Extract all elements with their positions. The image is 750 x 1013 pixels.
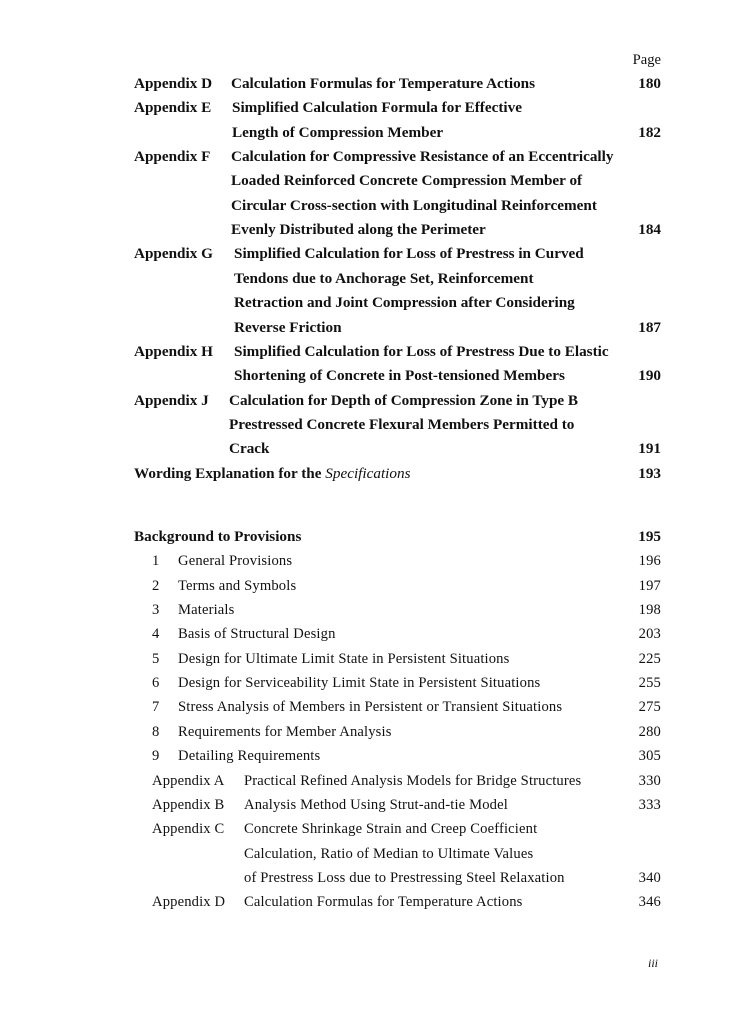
entry-title[interactable]: Retraction and Joint Compression after Considering [234, 294, 575, 312]
entry-title[interactable]: Shortening of Concrete in Post-tensioned Members [234, 367, 565, 385]
entry-title[interactable]: Simplified Calculation for Loss of Prestress Due to Elastic [234, 342, 609, 360]
chapter-number: 9 [152, 748, 160, 765]
appendix-label: Appendix J [134, 391, 209, 409]
chapter-number: 5 [152, 650, 160, 667]
toc-row [0, 647, 750, 671]
page-number: 198 [638, 602, 661, 619]
entry-title[interactable]: Calculation Formulas for Temperature Actions [244, 894, 523, 911]
entry-title[interactable]: Tendons due to Anchorage Set, Reinforcement [234, 269, 534, 287]
chapter-title[interactable]: Requirements for Member Analysis [178, 723, 392, 740]
entry-title[interactable]: of Prestress Loss due to Prestressing Steel Relaxation [244, 869, 565, 886]
entry-title[interactable]: Calculation, Ratio of Median to Ultimate Values [244, 845, 534, 862]
chapter-title[interactable]: Detailing Requirements [178, 748, 321, 765]
page-number: 330 [638, 772, 661, 789]
toc-row [0, 525, 750, 549]
toc-row [0, 413, 750, 437]
wording-explanation-link[interactable] [134, 462, 411, 486]
page-number: 196 [638, 553, 661, 570]
toc-row [0, 842, 750, 866]
entry-title[interactable]: Simplified Calculation Formula for Effective [232, 99, 522, 117]
page-number: 182 [638, 123, 661, 141]
entry-title[interactable]: Analysis Method Using Strut-and-tie Model [244, 796, 508, 813]
toc-row [0, 194, 750, 218]
toc-row [0, 769, 750, 793]
appendix-label: Appendix G [134, 245, 213, 263]
toc-row [0, 340, 750, 364]
page-number: 180 [638, 75, 661, 92]
appendix-label: Appendix A [152, 772, 225, 789]
entry-title[interactable]: Concrete Shrinkage Strain and Creep Coefficient [244, 821, 538, 838]
chapter-title[interactable]: Stress Analysis of Members in Persistent or Transient Situations [178, 699, 563, 716]
entry-title[interactable]: Calculation for Compressive Resistance of an Eccentrically [231, 148, 614, 166]
appendix-label: Appendix C [152, 821, 225, 838]
page-number: 225 [638, 650, 661, 667]
toc-row [0, 218, 750, 242]
toc-row [0, 389, 750, 413]
chapter-number: 1 [152, 553, 160, 570]
entry-title[interactable]: Loaded Reinforced Concrete Compression Member of [231, 172, 583, 190]
entry-title[interactable]: Evenly Distributed along the Perimeter [231, 221, 486, 239]
toc-row [0, 291, 750, 315]
appendix-label: Appendix H [134, 342, 213, 360]
chapter-title[interactable]: Design for Serviceability Limit State in Persistent Situations [178, 675, 541, 692]
toc-row [0, 549, 750, 573]
toc-row [0, 817, 750, 841]
entry-title[interactable]: Prestressed Concrete Flexural Members Permitted to [229, 415, 575, 433]
appendix-label: Appendix D [134, 75, 213, 92]
page-number: 255 [638, 675, 661, 692]
toc-row [0, 316, 750, 340]
chapter-title[interactable]: Materials [178, 602, 235, 619]
toc-row [0, 671, 750, 695]
page-number: 195 [638, 528, 661, 545]
toc-row [0, 574, 750, 598]
toc-row [0, 866, 750, 890]
page-number: 184 [638, 221, 661, 239]
chapter-title[interactable]: General Provisions [178, 553, 293, 570]
toc-row [0, 437, 750, 461]
appendix-label: Appendix B [152, 796, 225, 813]
toc-row [0, 72, 750, 96]
page-number: 275 [638, 699, 661, 716]
page-number: 193 [638, 464, 661, 482]
entry-title[interactable]: Practical Refined Analysis Models for Bridge Structures [244, 772, 582, 789]
page-column-heading: Page [632, 52, 661, 68]
chapter-title[interactable]: Design for Ultimate Limit State in Persistent Situations [178, 650, 510, 667]
page-folio: iii [647, 956, 658, 970]
page-number: 187 [638, 318, 661, 336]
chapter-number: 8 [152, 723, 160, 740]
toc-row [0, 622, 750, 646]
toc-row [0, 598, 750, 622]
chapter-number: 2 [152, 577, 160, 594]
toc-row [0, 462, 750, 486]
chapter-number: 4 [152, 626, 160, 643]
page-number: 305 [638, 748, 661, 765]
page-number: 191 [638, 440, 661, 458]
page-number: 340 [638, 869, 661, 886]
entry-title[interactable]: Circular Cross-section with Longitudinal Reinforcement [231, 196, 597, 214]
chapter-title[interactable]: Basis of Structural Design [178, 626, 336, 643]
entry-title[interactable]: Length of Compression Member [232, 123, 444, 141]
toc-row [0, 793, 750, 817]
wording-italic: Specifications [325, 464, 411, 482]
toc-row [0, 169, 750, 193]
chapter-number: 7 [152, 699, 160, 716]
toc-row [0, 145, 750, 169]
chapter-number: 3 [152, 602, 160, 619]
toc-row [0, 121, 750, 145]
page-number: 197 [638, 577, 661, 594]
page-number: 203 [638, 626, 661, 643]
page-number: 346 [638, 894, 661, 911]
appendix-label: Appendix F [134, 148, 211, 166]
entry-title[interactable]: Calculation for Depth of Compression Zone in Type B [229, 391, 579, 409]
entry-title[interactable]: Reverse Friction [234, 318, 342, 336]
entry-title[interactable]: Simplified Calculation for Loss of Prestress in Curved [234, 245, 584, 263]
chapter-number: 6 [152, 675, 160, 692]
page-number: 190 [638, 367, 661, 385]
wording-text: Wording Explanation for the [134, 464, 326, 482]
appendix-label: Appendix D [152, 894, 226, 911]
appendix-label: Appendix E [134, 99, 212, 117]
page-number: 333 [638, 796, 661, 813]
entry-title[interactable]: Crack [229, 440, 270, 458]
toc-row [0, 364, 750, 388]
background-title[interactable]: Background to Provisions [134, 528, 302, 545]
toc-row [0, 695, 750, 719]
chapter-title[interactable]: Terms and Symbols [178, 577, 297, 594]
page-number: 280 [638, 723, 661, 740]
toc-row [0, 267, 750, 291]
toc-row [0, 890, 750, 914]
toc-row [0, 96, 750, 120]
toc-row [0, 720, 750, 744]
toc-row [0, 242, 750, 266]
toc-row [0, 744, 750, 768]
entry-title[interactable]: Calculation Formulas for Temperature Actions [231, 75, 536, 92]
